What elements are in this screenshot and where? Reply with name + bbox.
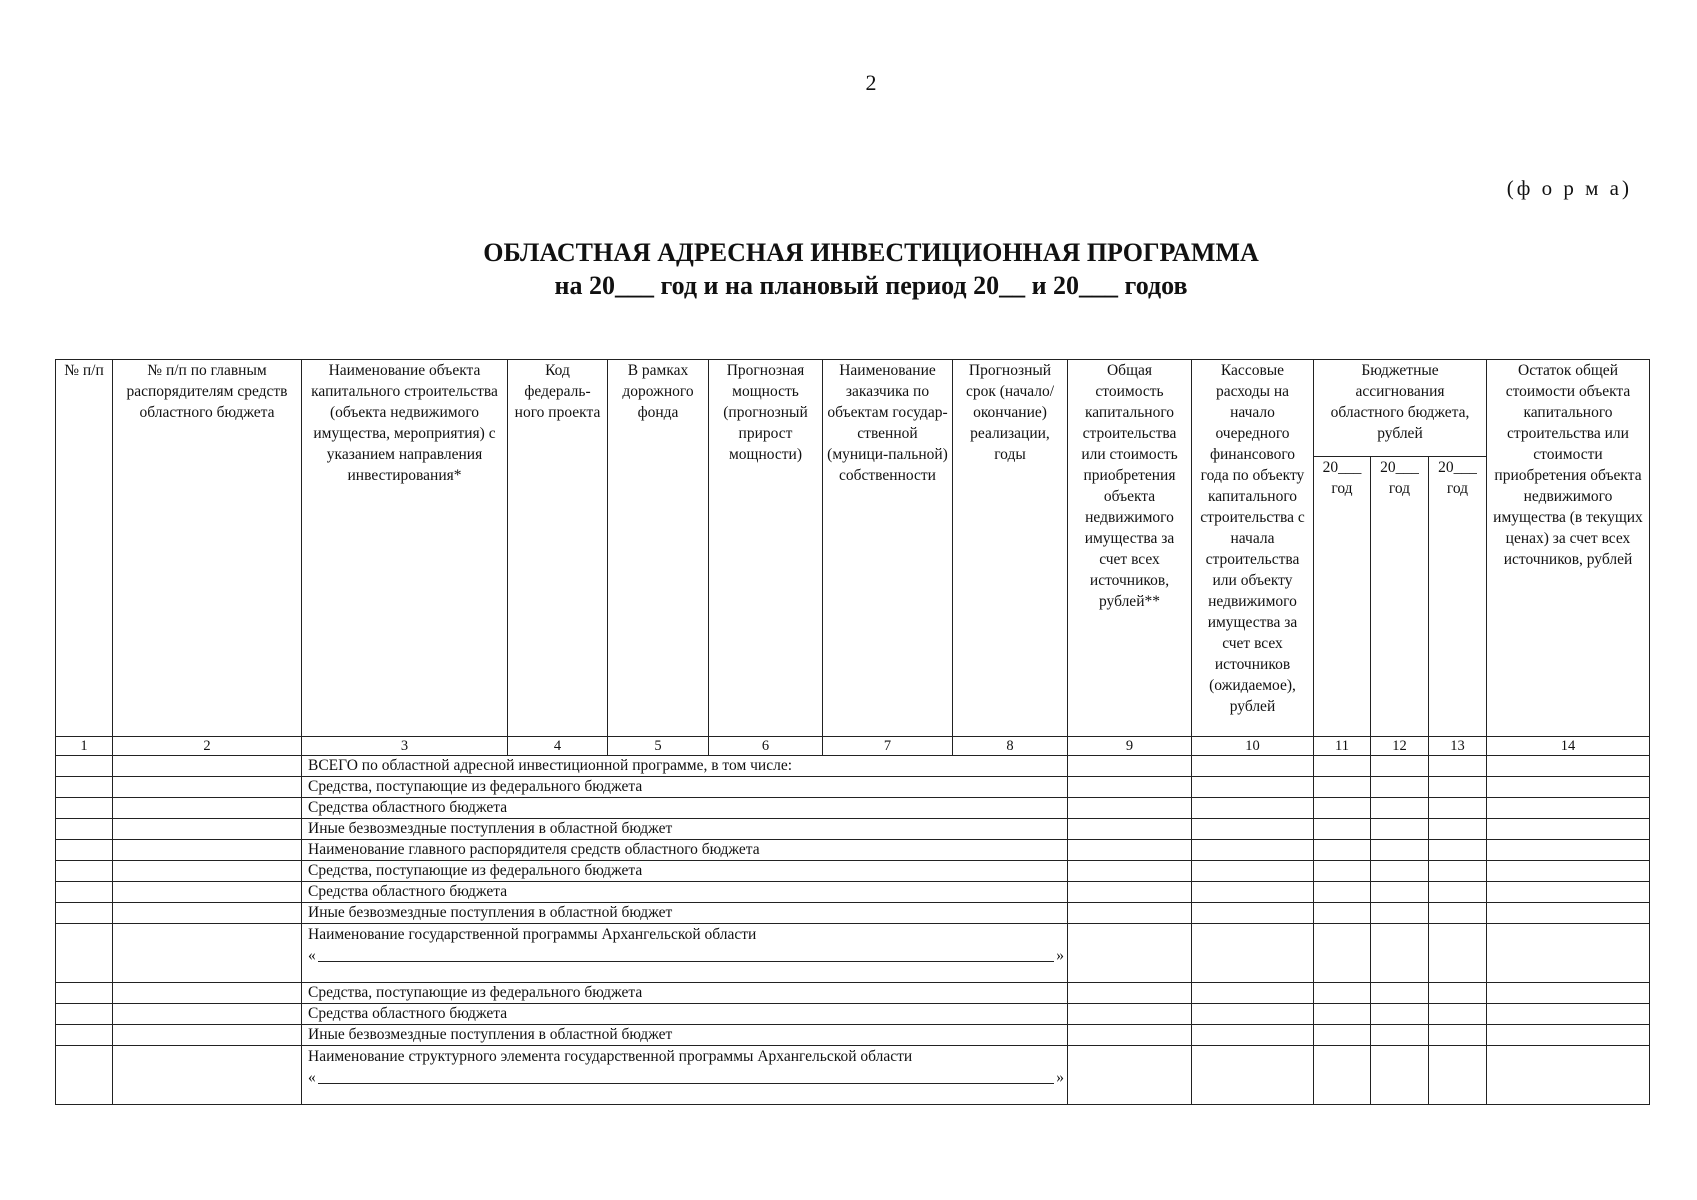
table-cell [1068, 882, 1192, 903]
table-cell [1429, 861, 1487, 882]
table-cell [1429, 756, 1487, 777]
table-cell [1429, 882, 1487, 903]
table-cell [113, 819, 302, 840]
header-col-7: Наименование заказчика по объектам государ-ственной (муници-пальной) собственности [823, 360, 953, 737]
table-cell [1068, 983, 1192, 1004]
table-cell [1429, 924, 1487, 983]
table-cell [1429, 819, 1487, 840]
header-col-11: 20___ год [1314, 457, 1371, 737]
document-title [0, 236, 1697, 302]
table-row [56, 983, 1650, 1004]
quote-close: » [1056, 1069, 1064, 1086]
table-cell [56, 777, 113, 798]
table-cell [1314, 1004, 1371, 1025]
column-number: 14 [1487, 737, 1650, 756]
table-row [56, 840, 1650, 861]
column-number: 13 [1429, 737, 1487, 756]
title-line-2: на 20___ год и на плановый период 20__ и 20___ годов [554, 271, 1188, 300]
table-cell [1068, 1004, 1192, 1025]
title-line-1: ОБЛАСТНАЯ АДРЕСНАЯ ИНВЕСТИЦИОННАЯ ПРОГРАММА [483, 238, 1259, 267]
table-cell [56, 1046, 113, 1105]
table-cell [1192, 903, 1314, 924]
table-cell [1192, 882, 1314, 903]
header-col-13: 20___ год [1429, 457, 1487, 737]
header-budget-group: Бюджетные ассигнования областного бюджета, рублей [1314, 360, 1487, 457]
column-number: 7 [823, 737, 953, 756]
table-cell [1371, 798, 1429, 819]
table-cell [1068, 1046, 1192, 1105]
quote-open: « [308, 1069, 316, 1086]
table-cell [1487, 924, 1650, 983]
table-cell [56, 1025, 113, 1046]
table-cell [1314, 777, 1371, 798]
blank-quote-line [308, 1067, 1064, 1088]
table-cell [1314, 819, 1371, 840]
page-number: 2 [865, 70, 877, 95]
header-col-10: Кассовые расходы на начало очередного финансового года по объекту капитального строительства с начала строительства или объекту недвижимого имущества за счет всех источников (ожидаемое), рублей [1192, 360, 1314, 737]
column-number: 3 [302, 737, 508, 756]
table-cell [1429, 903, 1487, 924]
table-cell [1371, 882, 1429, 903]
column-number: 1 [56, 737, 113, 756]
table-cell [1068, 798, 1192, 819]
table-cell [56, 924, 113, 983]
row-label: Иные безвозмездные поступления в областной бюджет [302, 903, 1068, 924]
table-cell [1314, 861, 1371, 882]
table-cell [1192, 983, 1314, 1004]
header-col-1: № п/п [56, 360, 113, 737]
table-cell [56, 798, 113, 819]
row-label: Средства, поступающие из федерального бюджета [302, 861, 1068, 882]
table-row [56, 1046, 1650, 1105]
table-cell [1068, 756, 1192, 777]
table-cell [1429, 840, 1487, 861]
table-cell [56, 861, 113, 882]
table-cell [113, 882, 302, 903]
table-cell [113, 983, 302, 1004]
table-cell [1487, 798, 1650, 819]
header-col-12: 20___ год [1371, 457, 1429, 737]
row-label: Средства, поступающие из федерального бюджета [302, 983, 1068, 1004]
table-cell [113, 1004, 302, 1025]
table-cell [1192, 798, 1314, 819]
table-cell [113, 840, 302, 861]
column-number: 5 [608, 737, 709, 756]
table-cell [1487, 819, 1650, 840]
table-cell [1192, 1046, 1314, 1105]
table-cell [1192, 777, 1314, 798]
table-cell [113, 798, 302, 819]
table-cell [1487, 983, 1650, 1004]
table-cell [1314, 924, 1371, 983]
table-cell [1314, 840, 1371, 861]
table-cell [1192, 861, 1314, 882]
blank-underline [318, 1082, 1055, 1084]
table-cell [1371, 756, 1429, 777]
table-row [56, 819, 1650, 840]
header-col-2: № п/п по главным распорядителям средств областного бюджета [113, 360, 302, 737]
table-cell [1429, 1025, 1487, 1046]
table-cell [1192, 819, 1314, 840]
blank-quote-line [308, 945, 1064, 966]
table-cell [1068, 861, 1192, 882]
table-cell [113, 756, 302, 777]
table-cell [1068, 840, 1192, 861]
table-cell [56, 819, 113, 840]
header-col-8: Прогнозный срок (начало/ окончание) реализации, годы [953, 360, 1068, 737]
table-cell [113, 1046, 302, 1105]
table-row [56, 756, 1650, 777]
table-cell [56, 903, 113, 924]
table-cell [113, 861, 302, 882]
table-cell [56, 756, 113, 777]
column-number: 9 [1068, 737, 1192, 756]
table-cell [1314, 756, 1371, 777]
table-cell [1371, 1004, 1429, 1025]
table-cell [1192, 1004, 1314, 1025]
table-cell [1429, 1004, 1487, 1025]
table-cell [1487, 882, 1650, 903]
table-cell [1487, 1004, 1650, 1025]
row-label-structural-element [302, 1046, 1068, 1105]
table-cell [1371, 983, 1429, 1004]
table-cell [1429, 983, 1487, 1004]
column-number: 6 [709, 737, 823, 756]
table-cell [113, 903, 302, 924]
table-row [56, 777, 1650, 798]
table-cell [1487, 756, 1650, 777]
row-label: Средства областного бюджета [302, 798, 1068, 819]
table-cell [1192, 1025, 1314, 1046]
column-number-row [56, 737, 1650, 756]
table-cell [113, 777, 302, 798]
table-cell [1192, 840, 1314, 861]
blank-underline [318, 960, 1055, 962]
table-cell [1371, 1025, 1429, 1046]
table-cell [1487, 777, 1650, 798]
table-cell [1068, 777, 1192, 798]
table-cell [1371, 903, 1429, 924]
form-label: (ф о р м а) [1506, 176, 1632, 200]
column-number: 12 [1371, 737, 1429, 756]
table-cell [1487, 1025, 1650, 1046]
row-label-state-program [302, 924, 1068, 983]
table-cell [1068, 903, 1192, 924]
table-cell [1487, 861, 1650, 882]
table-row [56, 1004, 1650, 1025]
row-label: ВСЕГО по областной адресной инвестиционной программе, в том числе: [302, 756, 1068, 777]
table-cell [1429, 798, 1487, 819]
table-cell [1314, 798, 1371, 819]
row-label: Средства, поступающие из федерального бюджета [302, 777, 1068, 798]
table-cell [56, 983, 113, 1004]
table-cell [113, 924, 302, 983]
table-row [56, 1025, 1650, 1046]
column-number: 4 [508, 737, 608, 756]
table-cell [1487, 1046, 1650, 1105]
quote-open: « [308, 947, 316, 964]
column-number: 2 [113, 737, 302, 756]
table-cell [1371, 861, 1429, 882]
table-cell [1371, 840, 1429, 861]
table-row [56, 798, 1650, 819]
table-cell [1429, 1046, 1487, 1105]
row-label: Наименование главного распорядителя средств областного бюджета [302, 840, 1068, 861]
table-row [56, 882, 1650, 903]
table-cell [1314, 983, 1371, 1004]
table-cell [1068, 1025, 1192, 1046]
column-number: 10 [1192, 737, 1314, 756]
table-cell [1371, 777, 1429, 798]
column-number: 11 [1314, 737, 1371, 756]
header-col-3: Наименование объекта капитального строительства (объекта недвижимого имущества, мероприятия) с указанием направления инвестирования* [302, 360, 508, 737]
header-col-4: Код федераль-ного проекта [508, 360, 608, 737]
table-cell [113, 1025, 302, 1046]
header-col-9: Общая стоимость капитального строительства или стоимость приобретения объекта недвижимого имущества за счет всех источников, рублей** [1068, 360, 1192, 737]
quote-close: » [1056, 947, 1064, 964]
table-cell [1371, 1046, 1429, 1105]
row-label-text: Наименование государственной программы Архангельской области [308, 926, 757, 943]
table-cell [1068, 924, 1192, 983]
investment-program-table [55, 359, 1650, 1105]
table-cell [1192, 924, 1314, 983]
row-label-text: Наименование структурного элемента государственной программы Архангельской области [308, 1048, 913, 1065]
row-label: Иные безвозмездные поступления в областной бюджет [302, 1025, 1068, 1046]
table-cell [1314, 882, 1371, 903]
row-label: Средства областного бюджета [302, 882, 1068, 903]
header-col-5: В рамках дорожного фонда [608, 360, 709, 737]
table-cell [1068, 819, 1192, 840]
table-cell [1371, 819, 1429, 840]
table-cell [56, 840, 113, 861]
table-row [56, 903, 1650, 924]
header-col-6: Прогнозная мощность (прогнозный прирост мощности) [709, 360, 823, 737]
table-cell [1314, 1025, 1371, 1046]
table-cell [1487, 840, 1650, 861]
row-label: Средства областного бюджета [302, 1004, 1068, 1025]
table-cell [1487, 903, 1650, 924]
table-cell [1314, 1046, 1371, 1105]
row-label: Иные безвозмездные поступления в областной бюджет [302, 819, 1068, 840]
table-cell [1314, 903, 1371, 924]
table-cell [1371, 924, 1429, 983]
table-cell [1192, 756, 1314, 777]
table-cell [1429, 777, 1487, 798]
table-cell [56, 1004, 113, 1025]
table-row [56, 924, 1650, 983]
table-row [56, 861, 1650, 882]
header-col-14: Остаток общей стоимости объекта капитального строительства или стоимости приобретения объекта недвижимого имущества (в текущих ценах) за счет всех источников, рублей [1487, 360, 1650, 737]
column-number: 8 [953, 737, 1068, 756]
table-cell [56, 882, 113, 903]
